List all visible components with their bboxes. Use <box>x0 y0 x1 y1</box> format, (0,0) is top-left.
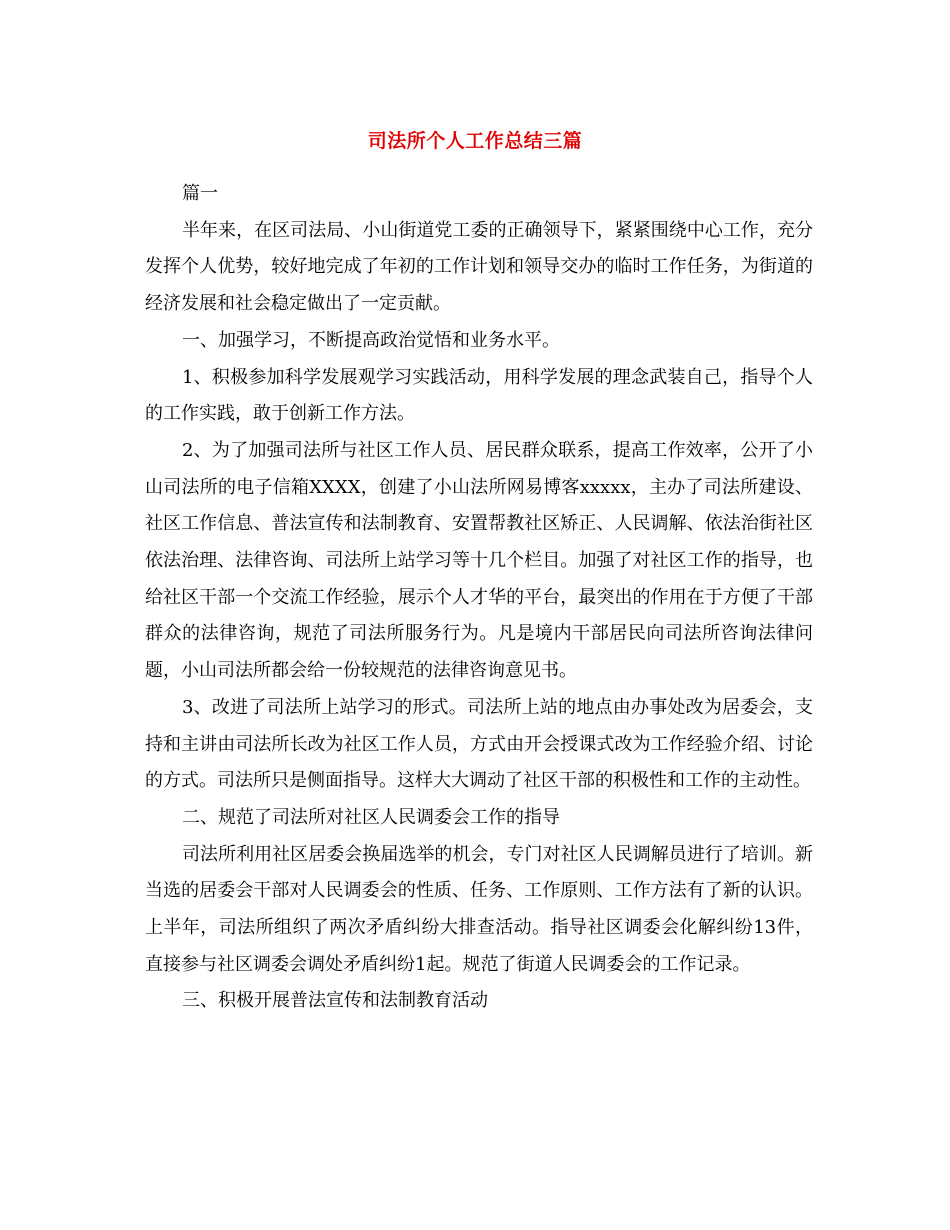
paragraph-item-1: 1、积极参加科学发展观学习实践活动，用科学发展的理念武装自己，指导个人的工作实践，敢于创新工作方法。 <box>145 366 813 425</box>
paragraph-item-2: 2、为了加强司法所与社区工作人员、居民群众联系，提高工作效率，公开了小山司法所的电子信箱XXXX，创建了小山法所网易博客xxxxx，主办了司法所建设、社区工作信息、普法宣传和法制教育、安置帮教社区矫正、人民调解、依法治街社区依法治理、法律咨询、司法所上站学习等十几个栏目。加强了对社区工作的指导，也给社区干部一个交流工作经验，展示个人才华的平台，最突出的作用在于方便了干部群众的法律咨询，规范了司法所服务行为。凡是境内干部居民向司法所咨询法律问题，小山司法所都会给一份较规范的法律咨询意见书。 <box>145 439 813 682</box>
document-body <box>145 176 813 1020</box>
paragraph-intro: 半年来，在区司法局、小山街道党工委的正确领导下，紧紧围绕中心工作，充分发挥个人优势，较好地完成了年初的工作计划和领导交办的临时工作任务，为街道的经济发展和社会稳定做出了一定贡献。 <box>145 219 813 315</box>
paragraph-heading-part-one: 篇一 <box>182 183 218 204</box>
paragraph-item-3: 3、改进了司法所上站学习的形式。司法所上站的地点由办事处改为居委会，支持和主讲由司法所长改为社区工作人员，方式由开会授课式改为工作经验介绍、讨论的方式。司法所只是侧面指导。这样大大调动了社区干部的积极性和工作的主动性。 <box>145 696 813 792</box>
section-heading-3: 三、积极开展普法宣传和法制教育活动 <box>182 990 488 1012</box>
section-heading-1: 一、加强学习，不断提高政治觉悟和业务水平。 <box>182 329 560 351</box>
section-heading-2: 二、规范了司法所对社区人民调委会工作的指导 <box>182 806 560 828</box>
document-title: 司法所个人工作总结三篇 <box>367 130 583 152</box>
paragraph-mediation: 司法所利用社区居委会换届选举的机会，专门对社区人民调解员进行了培训。新当选的居委会干部对人民调委会的性质、任务、工作原则、工作方法有了新的认识。上半年，司法所组织了两次矛盾纠纷大排查活动。指导社区调委会化解纠纷13件，直接参与社区调委会调处矛盾纠纷1起。规范了街道人民调委会的工作记录。 <box>145 843 813 975</box>
